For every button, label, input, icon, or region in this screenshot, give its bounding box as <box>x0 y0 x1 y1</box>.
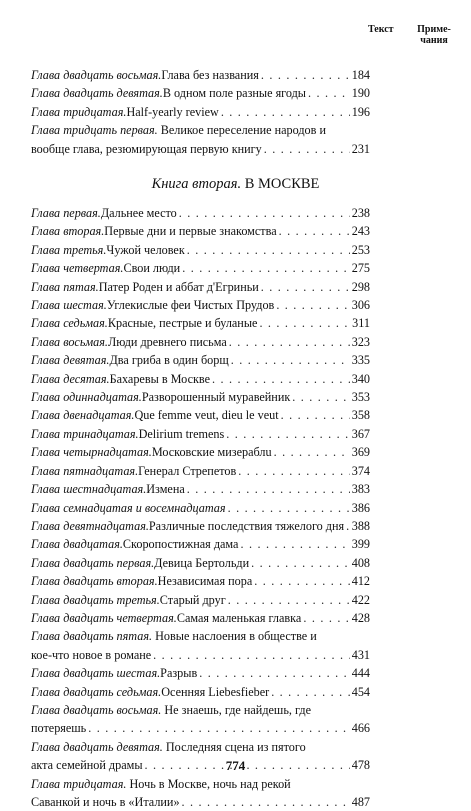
toc-entry <box>31 591 370 609</box>
leader-dots <box>254 572 349 590</box>
chapter-title: Бахаревы в Москве <box>109 371 210 386</box>
toc-entry <box>31 572 370 590</box>
chapter-title: Новые наслоения в обществе и <box>155 629 317 644</box>
leader-dots <box>303 609 349 627</box>
chapter-label: Глава тринадцатая. <box>31 426 139 441</box>
toc-entry <box>31 425 370 443</box>
toc-entry <box>31 241 370 259</box>
toc-entry <box>31 388 370 406</box>
leader-dots <box>187 241 350 259</box>
text-column-header: Текст <box>368 24 394 35</box>
chapter-label: Глава двадцать третья. <box>31 592 160 607</box>
toc-entry <box>31 351 370 369</box>
chapter-label: Глава четырнадцатая. <box>31 445 152 460</box>
toc-entry <box>31 204 370 222</box>
toc-entry <box>31 609 370 627</box>
chapter-title: Delirium tremens <box>138 426 225 441</box>
leader-dots <box>308 84 350 102</box>
chapter-label: Глава первая. <box>31 206 101 220</box>
page-ref: 487 <box>351 795 370 809</box>
chapter-label: Глава шестнадцатая. <box>31 482 147 497</box>
section-name: В МОСКВЕ <box>244 176 320 192</box>
leader-dots <box>229 333 350 351</box>
leader-dots <box>276 296 349 314</box>
page-ref: 386 <box>351 500 370 515</box>
chapter-title-continuation: акта семейной драмы <box>31 758 143 773</box>
chapter-title: Люди древнего письма <box>107 334 227 349</box>
page-ref: 196 <box>351 104 370 119</box>
notes-column-header: Приме- чания <box>417 24 451 46</box>
page-ref: 184 <box>351 68 370 82</box>
toc-entry <box>31 499 370 517</box>
toc-entry <box>31 314 370 332</box>
chapter-label: Глава двадцать шестая. <box>31 666 161 681</box>
toc-entry <box>31 103 370 121</box>
leader-dots <box>231 351 350 369</box>
toc-entry <box>31 462 370 480</box>
leader-dots <box>226 425 350 443</box>
chapter-title: Красные, пестрые и буланые <box>107 316 258 331</box>
toc-entry <box>31 296 370 314</box>
chapter-label: Глава восьмая. <box>31 334 108 349</box>
leader-dots <box>182 793 350 811</box>
page-number: 774 <box>225 758 246 773</box>
leader-dots <box>271 683 350 701</box>
chapter-label: Глава двенадцатая. <box>31 408 135 423</box>
leader-dots <box>261 278 350 296</box>
page-ref: 444 <box>351 666 370 681</box>
toc-entry <box>31 535 370 553</box>
chapter-label: Глава двадцать восьмая. <box>31 702 162 717</box>
page-ref: 428 <box>351 610 370 625</box>
toc-entry <box>31 701 370 738</box>
toc-main-list <box>31 204 370 811</box>
toc-entry <box>31 222 370 240</box>
toc-entry <box>31 121 370 158</box>
chapter-title-continuation: вообще глава, резюмирующая первую книгу <box>31 141 262 156</box>
chapter-label: Глава двадцать первая. <box>31 555 155 570</box>
chapter-label: Глава двадцать четвертая. <box>31 610 177 625</box>
leader-dots <box>228 499 350 517</box>
page-ref: 431 <box>351 647 370 662</box>
page-ref: 298 <box>351 279 370 294</box>
leader-dots <box>346 517 350 535</box>
toc-entry <box>31 259 370 277</box>
chapter-title: Углекислые феи Чистых Прудов <box>106 298 275 313</box>
chapter-label: Глава пятая. <box>31 279 99 294</box>
leader-dots <box>261 66 350 84</box>
chapter-label: Глава третья. <box>31 242 107 257</box>
toc-entry <box>31 443 370 461</box>
page-ref: 275 <box>351 261 370 276</box>
page-ref: 369 <box>351 445 370 460</box>
chapter-title: Скоропостижная дама <box>122 537 239 552</box>
chapter-title: Дальнее место <box>100 206 177 220</box>
toc-entry <box>31 480 370 498</box>
toc-entry <box>31 517 370 535</box>
leader-dots <box>179 204 350 222</box>
page-ref: 478 <box>351 758 370 773</box>
chapter-title: Измена <box>146 482 185 497</box>
chapter-label: Глава двадцать вторая. <box>31 574 158 589</box>
chapter-title: Девица Бертольди <box>154 555 250 570</box>
page-ref: 311 <box>352 316 370 331</box>
toc-entry <box>31 683 370 701</box>
page-ref: 454 <box>351 684 370 699</box>
leader-dots <box>279 222 350 240</box>
chapter-title-continuation: потеряешь <box>31 721 87 736</box>
page-ref: 253 <box>351 242 370 257</box>
chapter-label: Глава десятая. <box>31 371 110 386</box>
chapter-label: Глава двадцатая. <box>31 537 123 552</box>
leader-dots <box>259 314 350 332</box>
chapter-label: Глава одиннадцатая. <box>31 390 142 405</box>
chapter-title: Ночь в Москве, ночь над рекой <box>129 776 291 791</box>
chapter-title-continuation: Саванкой и ночь в «Италии» <box>31 795 180 809</box>
toc-entry <box>31 775 370 811</box>
page-ref: 367 <box>351 426 370 441</box>
page-ref: 190 <box>351 86 370 101</box>
toc-entry <box>31 664 370 682</box>
chapter-label: Глава шестая. <box>31 298 107 313</box>
leader-dots <box>274 443 350 461</box>
leader-dots <box>221 103 350 121</box>
page-ref: 231 <box>351 141 370 156</box>
chapter-label: Глава вторая. <box>31 224 105 239</box>
chapter-title: Старый друг <box>159 592 226 607</box>
leader-dots <box>240 535 349 553</box>
page-ref: 243 <box>351 224 370 239</box>
chapter-label: Глава тридцатая. <box>31 104 127 119</box>
page-ref: 466 <box>351 721 370 736</box>
chapter-title: В одном поле разные ягоды <box>162 86 307 101</box>
page-ref: 358 <box>351 408 370 423</box>
chapter-title: Патер Роден и аббат д'Егриньи <box>98 279 259 294</box>
chapter-label: Глава двадцать пятая. <box>31 629 153 644</box>
chapter-label: Глава девятнадцатая. <box>31 518 149 533</box>
chapter-title: Свои люди <box>123 261 181 276</box>
page-ref: 238 <box>351 206 370 220</box>
chapter-label: Глава двадцать девятая. <box>31 86 163 101</box>
leader-dots <box>153 646 350 664</box>
toc-top-list <box>31 66 370 158</box>
leader-dots <box>292 388 349 406</box>
chapter-label: Глава двадцать седьмая. <box>31 684 162 699</box>
chapter-title: Самая маленькая главка <box>176 610 302 625</box>
page-ref: 422 <box>351 592 370 607</box>
chapter-title: Последняя сцена из пятого <box>165 739 306 754</box>
page-ref: 383 <box>351 482 370 497</box>
toc-entry <box>31 333 370 351</box>
page-ref: 335 <box>351 353 370 368</box>
toc-entry <box>31 627 370 664</box>
chapter-title: Различные последствия тяжелого дня <box>148 518 345 533</box>
chapter-label: Глава двадцать восьмая. <box>31 68 162 82</box>
chapter-title: Half-yearly review <box>126 104 219 119</box>
toc-entry <box>31 278 370 296</box>
chapter-label: Глава тридцать первая. <box>31 123 158 138</box>
page-ref: 353 <box>351 390 370 405</box>
chapter-title: Первые дни и первые знакомства <box>104 224 277 239</box>
toc-entry <box>31 66 370 84</box>
page-ref: 412 <box>351 574 370 589</box>
chapter-label: Глава семнадцатая и восемнадцатая <box>31 500 226 515</box>
chapter-label: Глава седьмая. <box>31 316 108 331</box>
page-ref: 388 <box>351 518 370 533</box>
toc-entry <box>31 370 370 388</box>
chapter-title: Генерал Стрепетов <box>138 463 237 478</box>
chapter-title: Независимая пора <box>157 574 253 589</box>
toc-entry <box>31 84 370 102</box>
toc-entry <box>31 554 370 572</box>
chapter-title: Глава без названия <box>161 68 259 82</box>
leader-dots <box>199 664 350 682</box>
chapter-title: Que femme veut, dieu le veut <box>134 408 279 423</box>
leader-dots <box>88 719 349 737</box>
chapter-title: Чужой человек <box>106 242 185 257</box>
page-ref: 306 <box>351 298 370 313</box>
chapter-title-continuation: кое-что новое в романе <box>31 647 152 662</box>
chapter-title: Не знаешь, где найдешь, где <box>164 702 311 717</box>
chapter-title: Московские мизераблu <box>151 445 272 460</box>
leader-dots <box>251 554 350 572</box>
page-ref: 408 <box>351 555 370 570</box>
toc-entry <box>31 406 370 424</box>
chapter-title: Осенняя Liebesfieber <box>161 684 270 699</box>
page-ref: 340 <box>351 371 370 386</box>
chapter-title: Великое переселение народов и <box>160 123 326 138</box>
leader-dots <box>238 462 349 480</box>
chapter-label: Глава двадцать девятая. <box>31 739 163 754</box>
section-label: Книга вторая. <box>151 176 242 192</box>
chapter-label: Глава тридцатая. <box>31 776 127 791</box>
page-ref: 323 <box>351 334 370 349</box>
chapter-label: Глава пятнадцатая. <box>31 463 139 478</box>
chapter-label: Глава четвертая. <box>31 261 124 276</box>
chapter-label: Глава девятая. <box>31 353 110 368</box>
page-ref: 399 <box>351 537 370 552</box>
chapter-title: Разворошенный муравейник <box>141 390 291 405</box>
chapter-title: Разрыв <box>160 666 198 681</box>
leader-dots <box>281 406 350 424</box>
section-title <box>0 176 471 193</box>
leader-dots <box>228 591 350 609</box>
page-ref: 374 <box>351 463 370 478</box>
leader-dots <box>182 259 350 277</box>
leader-dots <box>187 480 350 498</box>
leader-dots <box>264 140 350 158</box>
chapter-title: Два гриба в один борщ <box>109 353 229 368</box>
leader-dots <box>212 370 350 388</box>
